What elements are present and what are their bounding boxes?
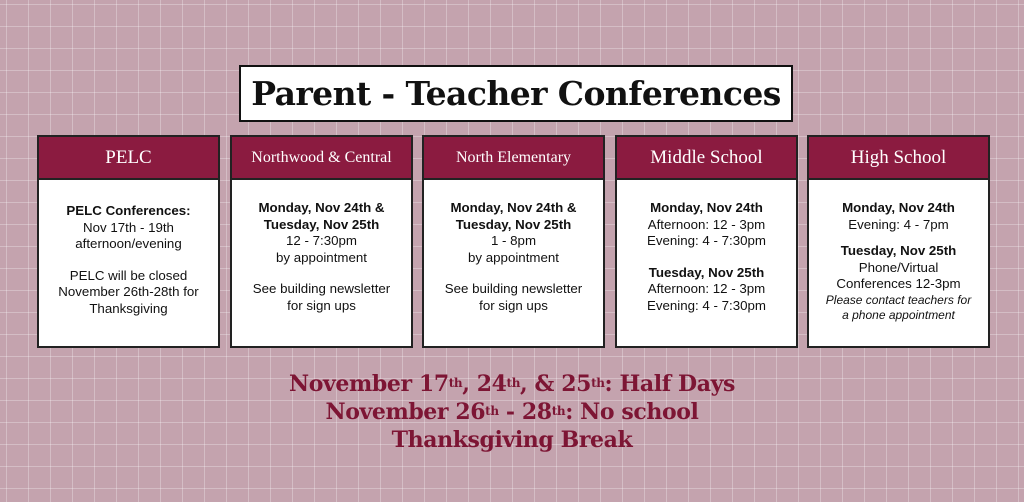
card-line: Nov 17th - 19th (83, 219, 174, 235)
card-line: Thanksgiving (89, 300, 168, 316)
card-northwood-central (230, 135, 413, 348)
card-line: by appointment (468, 249, 559, 265)
card-line: November 26th-28th for (58, 284, 199, 300)
card-line: Tuesday, Nov 25th (263, 216, 380, 232)
card-body-middle-school (617, 180, 796, 315)
thanksgiving-break-line: Thanksgiving Break (391, 427, 633, 453)
card-line: See building newsletter (252, 281, 391, 297)
card-line: Evening: 4 - 7:30pm (646, 233, 766, 249)
card-line: for sign ups (287, 297, 356, 313)
card-line: by appointment (276, 249, 367, 265)
card-middle-school (615, 135, 798, 348)
card-line: afternoon/evening (75, 236, 182, 252)
card-line: Monday, Nov 24th (842, 200, 955, 215)
card-header-pelc: PELC (39, 137, 218, 180)
title-banner (239, 65, 793, 122)
card-line: Evening: 4 - 7:30pm (646, 297, 766, 313)
card-header-middle-school: Middle School (617, 137, 796, 180)
card-line: Tuesday, Nov 25th (455, 216, 572, 232)
card-header-northwood-central: Northwood & Central (232, 137, 411, 180)
card-body-northwood-central (232, 180, 411, 315)
card-line: 12 - 7:30pm (286, 233, 357, 249)
half-days-line: November 17th, 24th, & 25th: Half Days (289, 371, 735, 397)
card-line: Tuesday, Nov 25th (840, 243, 957, 259)
card-line: Please contact teachers for (825, 292, 972, 307)
card-line: Conferences 12-3pm (836, 276, 961, 292)
card-north-elementary (422, 135, 605, 348)
page-title: Parent - Teacher Conferences (251, 74, 781, 113)
card-line: PELC Conferences: (66, 203, 191, 218)
card-line: Monday, Nov 24th (650, 200, 763, 215)
card-line: a phone appointment (842, 307, 955, 322)
card-line: 1 - 8pm (490, 233, 537, 249)
card-line: Monday, Nov 24th & (450, 200, 577, 215)
card-line: See building newsletter (444, 281, 583, 297)
card-body-pelc (39, 180, 218, 318)
card-header-high-school: High School (809, 137, 988, 180)
card-line: Afternoon: 12 - 3pm (647, 216, 766, 232)
card-line: Evening: 4 - 7pm (848, 216, 949, 232)
card-line: Tuesday, Nov 25th (648, 264, 765, 280)
no-school-line: November 26th - 28th: No school (325, 399, 699, 425)
card-line: Monday, Nov 24th & (258, 200, 385, 215)
schedule-notes (0, 370, 1024, 454)
card-line: Afternoon: 12 - 3pm (647, 281, 766, 297)
card-line: PELC will be closed (69, 267, 188, 283)
card-line: for sign ups (479, 297, 548, 313)
card-pelc (37, 135, 220, 348)
card-body-high-school (809, 180, 988, 323)
card-body-north-elementary (424, 180, 603, 315)
card-high-school (807, 135, 990, 348)
card-line: Phone/Virtual (858, 259, 939, 275)
card-header-north-elementary: North Elementary (424, 137, 603, 180)
